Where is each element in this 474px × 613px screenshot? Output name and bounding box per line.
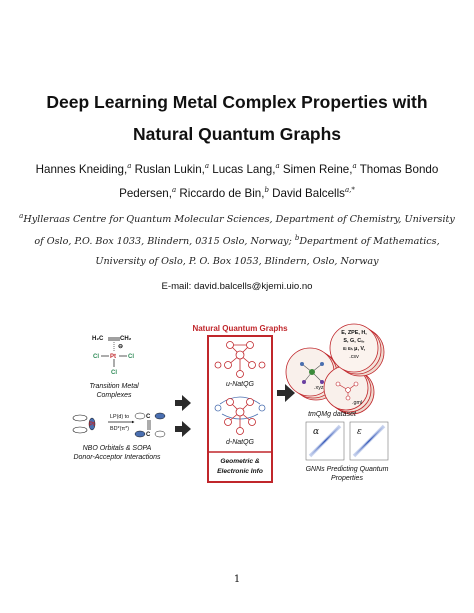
author-name-part: Thomas Bondo: [359, 162, 439, 176]
csv-file-label: .csv: [349, 354, 359, 360]
author-list-line-2: [0, 186, 474, 200]
xyz-file-label: .xyz: [314, 385, 324, 391]
corresponding-email: E-mail: david.balcells@kjemi.uio.no: [161, 281, 313, 292]
epsilon-symbol: ε: [357, 427, 362, 437]
nbo-label-2: Donor-Acceptor Interactions: [73, 454, 161, 461]
gnn-prediction-plots: [306, 422, 388, 460]
nbo-orbital-diagram: [73, 413, 165, 438]
author-list-line-1: [0, 162, 474, 176]
arrow-to-graphs-top: [175, 395, 191, 411]
author-affil-mark: a,*: [344, 186, 355, 194]
tmqmg-dataset-label: tmQMg dataset: [308, 411, 356, 418]
affiliation-line-1: [0, 212, 474, 225]
transition-label-2: Complexes: [96, 392, 132, 399]
author-name: Ruslan Lukin,: [134, 162, 205, 176]
author-name-part: Pedersen,: [119, 186, 172, 200]
affil-text: Department of Mathematics,: [299, 236, 440, 248]
property-list-line-2: S, G, Cᵥ,: [343, 338, 365, 344]
u-natqg-label: u-NatQG: [225, 381, 255, 388]
affil-text: of Oslo, P.O. Box 1033, Blindern, 0315 Oslo, Norway;: [34, 236, 292, 248]
gnn-label-1: GNNs Predicting Quantum: [305, 466, 389, 473]
author-name: Lucas Lang,: [212, 162, 276, 176]
geometric-info-label-2: Electronic Info: [217, 468, 263, 475]
tmqmg-dataset-discs: [286, 324, 384, 414]
affil-text: Hylleraas Centre for Quantum Molecular Sciences, Department of Chemistry, University: [23, 214, 455, 226]
author-affil-mark: a: [171, 186, 177, 194]
author-affil-mark: a: [127, 162, 132, 170]
pt-label: Pt: [110, 354, 116, 360]
ch2-label: CH₂: [120, 336, 132, 342]
affiliation-line-3: University of Oslo, P. O. Box 1053, Blindern, Oslo, Norway: [95, 256, 379, 267]
d-natqg-label: d-NatQG: [225, 439, 255, 446]
paper-title-line-1: Deep Learning Metal Complex Properties with: [46, 92, 428, 112]
carbon-top-label: C: [146, 414, 151, 420]
author-name: Riccardo de Bin,: [179, 186, 265, 200]
pt-nbo-label: Pt: [89, 422, 95, 428]
h2c-label: H₂C: [92, 336, 104, 342]
author-name: Simen Reine,: [282, 162, 353, 176]
paper-title-line-2: Natural Quantum Graphs: [132, 124, 342, 144]
transition-label-1: Transition Metal: [89, 383, 139, 390]
author-affil-mark: a: [204, 162, 210, 170]
nbo-label-1: NBO Orbitals & SOPA: [82, 445, 152, 452]
minus-charge: ⊖: [118, 344, 124, 350]
cl-bottom-label: Cl: [111, 370, 117, 376]
author-name: David Balcells: [272, 186, 345, 200]
bd-label: BD*(π*): [110, 426, 129, 432]
gml-file-label: .gml: [352, 400, 363, 406]
author-affil-mark: b: [264, 186, 269, 194]
cl-left-label: Cl: [93, 354, 99, 360]
geometric-info-label-1: Geometric &: [220, 458, 260, 465]
author-affil-mark: a: [352, 162, 357, 170]
affiliation-line-2: [0, 234, 474, 247]
property-list-line-3: εₗ εₕ μ, V,: [342, 346, 366, 352]
gnn-label-2: Properties: [331, 475, 363, 482]
metal-complex-structure: [92, 336, 134, 376]
author-affil-mark: a: [275, 162, 280, 170]
affil-mark: a: [19, 212, 24, 220]
author-name: Hannes Kneiding,: [35, 162, 128, 176]
carbon-bottom-label: C: [146, 432, 151, 438]
affil-mark: b: [294, 234, 300, 242]
page-number: 1: [233, 574, 241, 585]
lp-label: LP(d) to: [110, 414, 130, 420]
alpha-symbol: α: [313, 427, 320, 437]
natural-quantum-graphs-heading: Natural Quantum Graphs: [192, 324, 288, 333]
arrow-to-graphs-bottom: [175, 421, 191, 437]
property-list-line-1: E, ZPE, H,: [341, 330, 367, 336]
cl-right-label: Cl: [128, 354, 134, 360]
graphical-abstract: [70, 318, 404, 494]
